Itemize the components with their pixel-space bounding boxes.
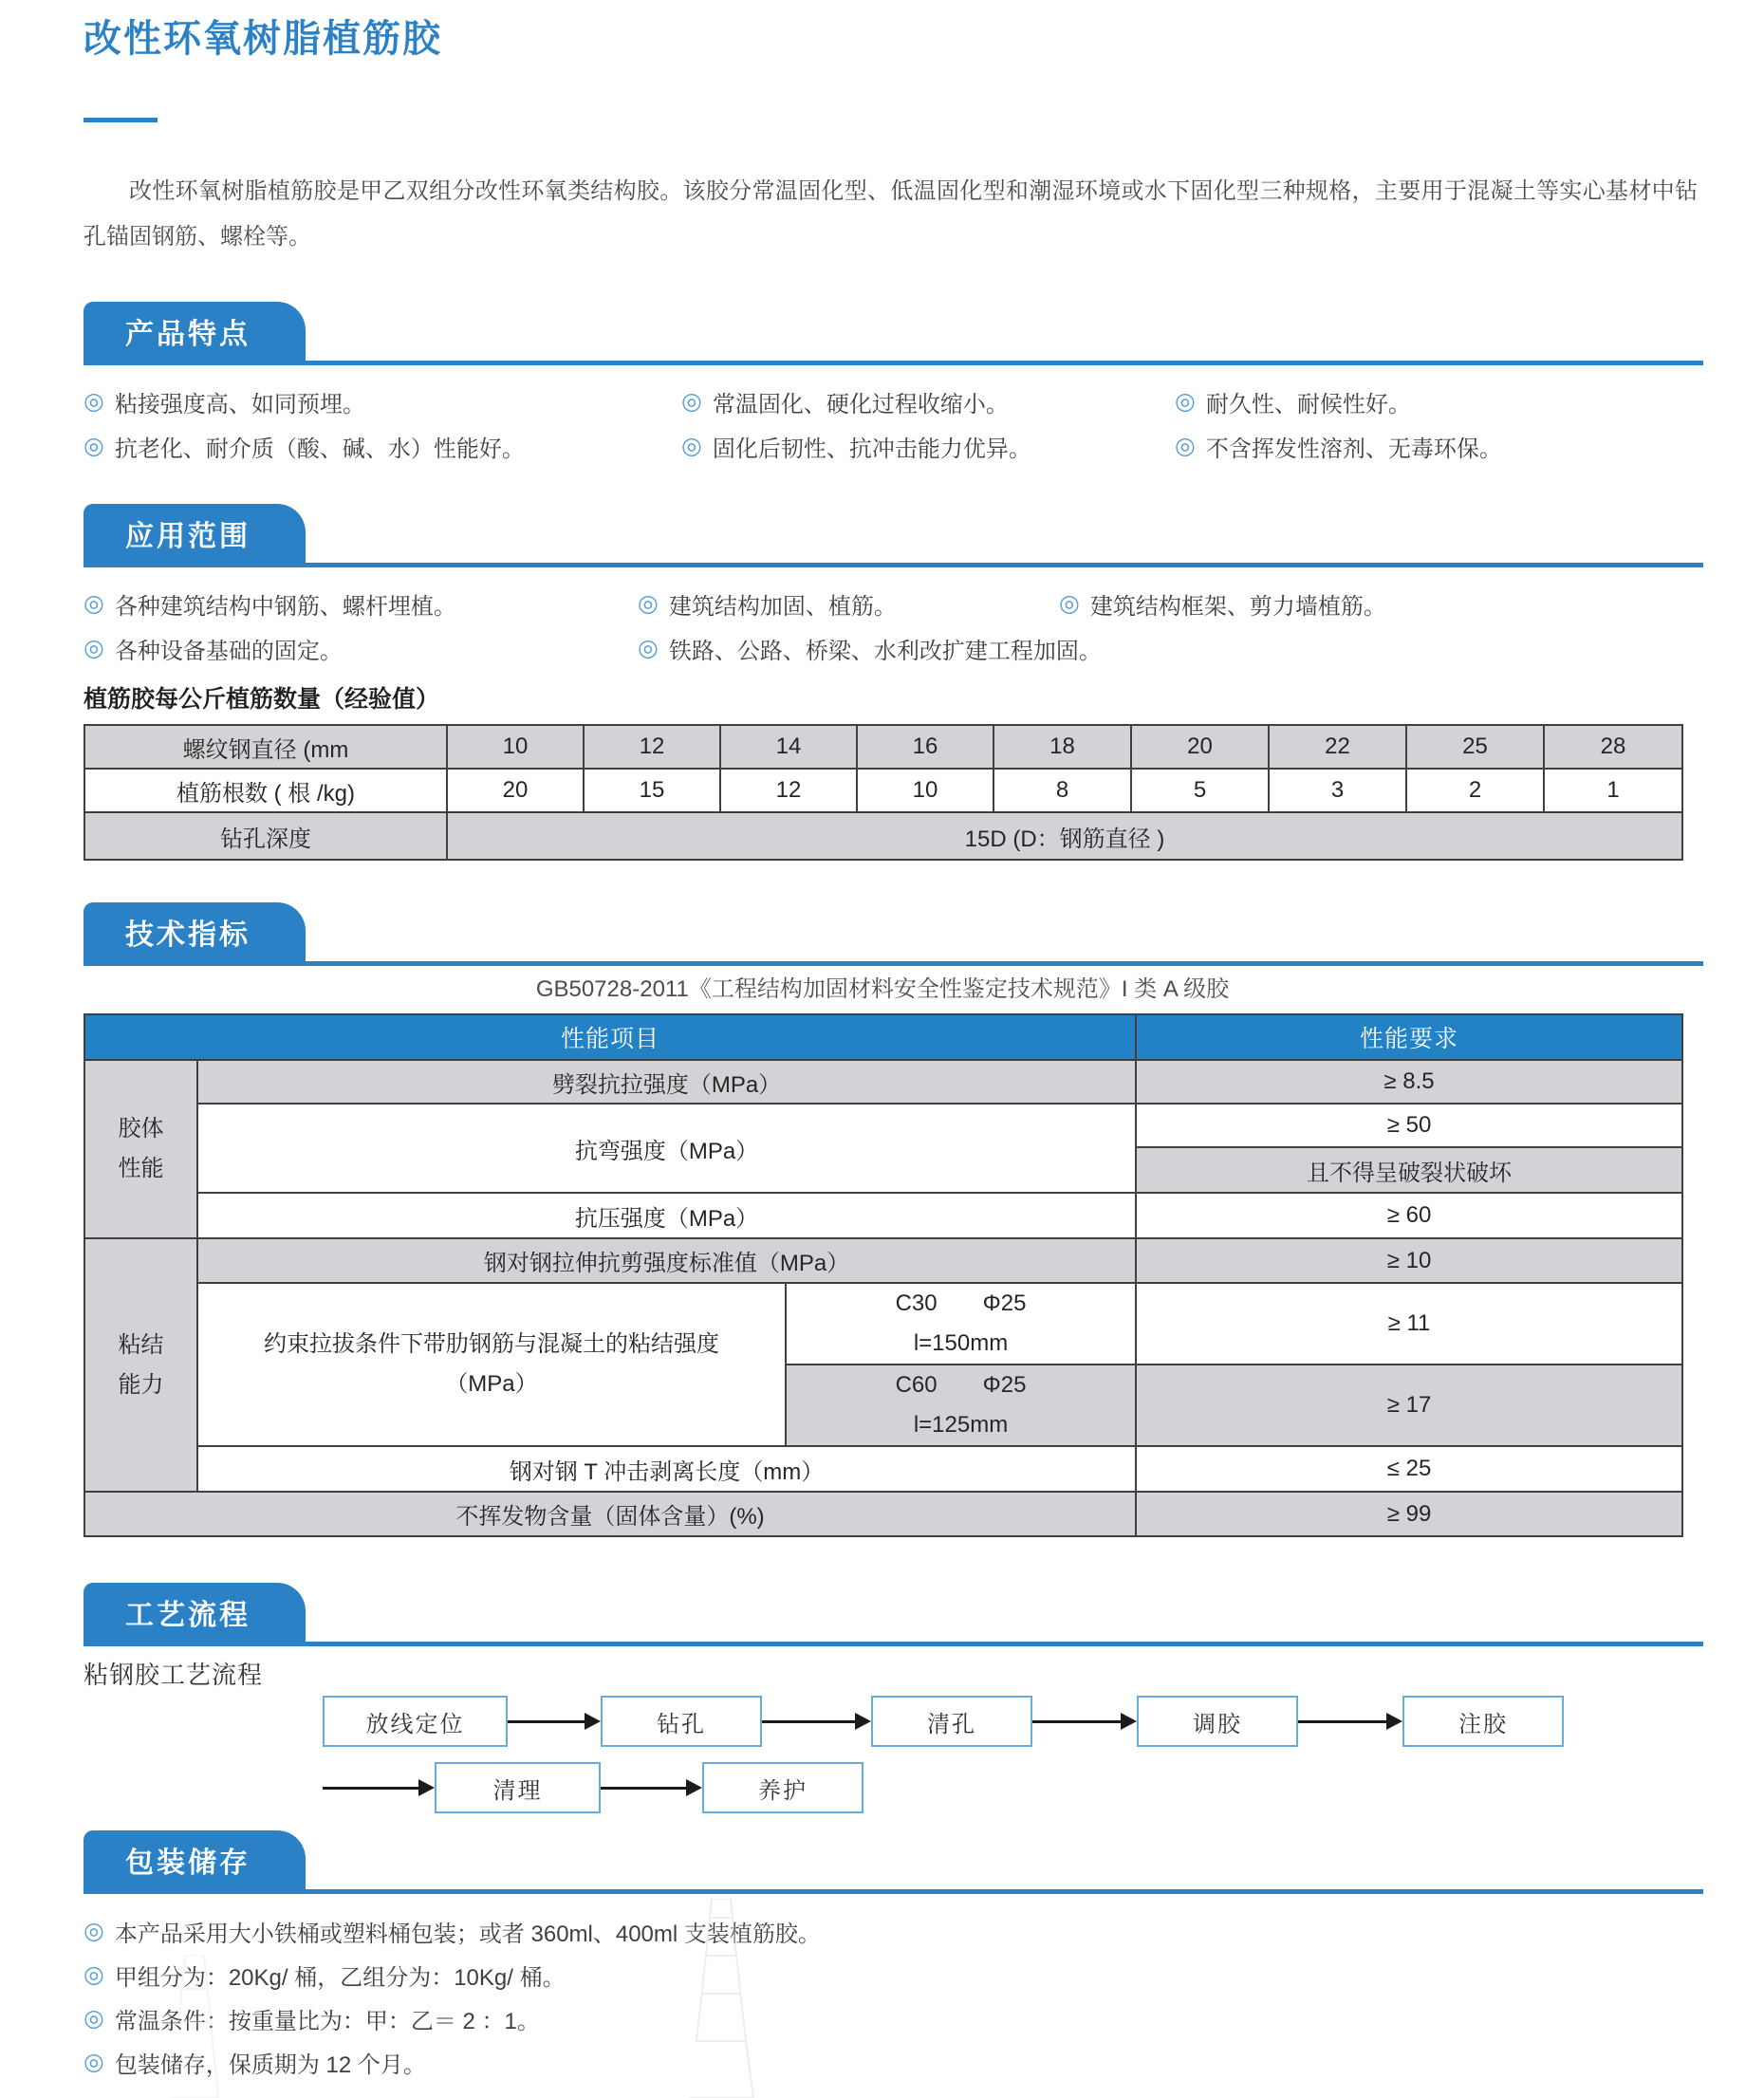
applications-list bbox=[84, 582, 1703, 671]
tech-tab bbox=[84, 902, 306, 961]
bond-label-line1: 约束拉拔条件下带肋钢筋与混凝土的粘结强度 bbox=[264, 1331, 719, 1357]
requirement-value-cell: ≥ 17 bbox=[1136, 1365, 1682, 1446]
process-flowchart bbox=[84, 1690, 1764, 1823]
packaging-tab bbox=[84, 1830, 306, 1889]
double-circle-bullet-icon: ◎ bbox=[84, 1960, 104, 1988]
requirement-value-cell: ≥ 60 bbox=[1136, 1193, 1682, 1238]
section-header-tech bbox=[84, 902, 1703, 966]
feature-text: 不含挥发性溶剂、无毒环保。 bbox=[1205, 436, 1502, 462]
requirement-value-cell: ≥ 10 bbox=[1136, 1238, 1682, 1283]
list-item bbox=[84, 2040, 1703, 2084]
feature-text: 常温固化、硬化过程收缩小。 bbox=[712, 392, 1009, 418]
diameter-cell: 25 bbox=[1406, 725, 1544, 769]
section-header-applications bbox=[84, 504, 1703, 567]
flow-arrow-icon bbox=[1298, 1720, 1386, 1723]
property-label-cell: 抗弯强度（MPa） bbox=[197, 1104, 1136, 1193]
double-circle-bullet-icon: ◎ bbox=[84, 2004, 104, 2032]
double-circle-bullet-icon: ◎ bbox=[84, 1917, 104, 1944]
technical-indicators-table bbox=[84, 1013, 1683, 1537]
condition-cell bbox=[786, 1365, 1136, 1446]
flow-arrow-icon bbox=[323, 1787, 418, 1790]
feature-text: 粘接强度高、如同预埋。 bbox=[114, 392, 365, 418]
c60-line1: C60 Φ25 bbox=[895, 1372, 1027, 1398]
title-underline bbox=[84, 118, 158, 122]
list-item bbox=[84, 1996, 1703, 2040]
group-cell: 胶体性能 bbox=[84, 1060, 197, 1238]
double-circle-bullet-icon: ◎ bbox=[84, 433, 104, 459]
list-item bbox=[84, 626, 638, 671]
packaging-text: 常温条件：按重量比为：甲：乙＝ 2 ：1。 bbox=[114, 2008, 540, 2034]
double-circle-bullet-icon: ◎ bbox=[638, 590, 659, 617]
page-title: 改性环氧树脂植筋胶 bbox=[84, 18, 442, 60]
double-circle-bullet-icon: ◎ bbox=[1059, 590, 1080, 617]
group-cell: 粘结能力 bbox=[84, 1238, 197, 1492]
count-cell: 8 bbox=[993, 769, 1131, 812]
flow-arrow-icon bbox=[762, 1720, 855, 1723]
count-cell: 1 bbox=[1544, 769, 1682, 812]
flow-step-label: 调胶 bbox=[1193, 1711, 1242, 1737]
table-row bbox=[84, 769, 1682, 812]
property-label-cell: 钢对钢拉伸抗剪强度标准值（MPa） bbox=[197, 1238, 1136, 1283]
packaging-text: 甲组分为：20Kg/ 桶，乙组分为：10Kg/ 桶。 bbox=[114, 1964, 566, 1991]
property-label-cell: 抗压强度（MPa） bbox=[197, 1193, 1136, 1238]
double-circle-bullet-icon: ◎ bbox=[1175, 388, 1196, 415]
list-item bbox=[1059, 582, 1703, 626]
list-item bbox=[1175, 380, 1703, 424]
table-row bbox=[84, 1238, 1682, 1283]
application-text: 建筑结构加固、植筋。 bbox=[668, 594, 897, 620]
flow-step-box bbox=[871, 1696, 1032, 1747]
rebar-table-caption: 植筋胶每公斤植筋数量（经验值） bbox=[84, 686, 440, 713]
tech-heading: 技术指标 bbox=[125, 919, 251, 951]
feature-text: 抗老化、耐介质（酸、碱、水）性能好。 bbox=[114, 436, 525, 462]
features-list bbox=[84, 380, 1703, 469]
flow-step-box bbox=[1402, 1696, 1564, 1747]
features-tab bbox=[84, 302, 306, 361]
c30-line2: l=150mm bbox=[913, 1330, 1009, 1356]
list-item bbox=[84, 424, 681, 469]
requirement-note-cell: 且不得呈破裂状破坏 bbox=[1136, 1147, 1682, 1193]
table-row bbox=[84, 1492, 1682, 1536]
double-circle-bullet-icon: ◎ bbox=[84, 635, 104, 661]
property-label-cell: 劈裂抗拉强度（MPa） bbox=[197, 1060, 1136, 1104]
list-item bbox=[681, 424, 1175, 469]
row-label-cell: 螺纹钢直径 (mm bbox=[84, 725, 447, 769]
row-label-cell: 钻孔深度 bbox=[84, 812, 447, 860]
list-item bbox=[84, 380, 681, 424]
flow-arrow-icon bbox=[508, 1720, 585, 1723]
double-circle-bullet-icon: ◎ bbox=[681, 433, 702, 459]
packaging-text: 本产品采用大小铁桶或塑料桶包装；或者 360ml、400ml 支装植筋胶。 bbox=[114, 1921, 821, 1947]
flow-step-box bbox=[1137, 1696, 1298, 1747]
diameter-cell: 22 bbox=[1269, 725, 1406, 769]
requirement-value-cell: ≤ 25 bbox=[1136, 1446, 1682, 1492]
flow-step-label: 清理 bbox=[492, 1777, 543, 1804]
diameter-cell: 18 bbox=[993, 725, 1131, 769]
list-item bbox=[638, 582, 1059, 626]
list-item bbox=[84, 582, 638, 626]
standard-caption: GB50728-2011《工程结构加固材料安全性鉴定技术规范》I 类 A 级胶 bbox=[535, 976, 1230, 1002]
depth-value-cell: 15D (D：钢筋直径 ) bbox=[447, 812, 1682, 860]
count-cell: 5 bbox=[1131, 769, 1269, 812]
flow-step-box bbox=[601, 1696, 762, 1747]
diameter-cell: 20 bbox=[1131, 725, 1269, 769]
count-cell: 3 bbox=[1269, 769, 1406, 812]
intro-paragraph: 改性环氧树脂植筋胶是甲乙双组分改性环氧类结构胶。该胶分常温固化型、低温固化型和潮湿环境或水下固化型三种规格，主要用于混凝土等实心基材中钻孔锚固钢筋、螺栓等。 bbox=[84, 178, 1698, 250]
list-item bbox=[84, 1953, 1703, 1996]
table-row bbox=[84, 1193, 1682, 1238]
condition-cell bbox=[786, 1283, 1136, 1365]
application-text: 各种建筑结构中钢筋、螺杆埋植。 bbox=[114, 594, 456, 620]
feature-text: 耐久性、耐候性好。 bbox=[1205, 392, 1411, 418]
double-circle-bullet-icon: ◎ bbox=[84, 590, 104, 617]
applications-tab bbox=[84, 504, 306, 563]
diameter-cell: 12 bbox=[584, 725, 720, 769]
application-text: 建筑结构框架、剪力墙植筋。 bbox=[1089, 594, 1386, 620]
process-tab bbox=[84, 1583, 306, 1642]
table-row bbox=[84, 1060, 1682, 1104]
flow-step-label: 注胶 bbox=[1458, 1711, 1508, 1737]
process-flow-label: 粘钢胶工艺流程 bbox=[84, 1661, 264, 1689]
double-circle-bullet-icon: ◎ bbox=[638, 635, 659, 661]
applications-heading: 应用范围 bbox=[125, 521, 251, 552]
section-header-packaging bbox=[84, 1830, 1703, 1894]
application-text: 各种设备基础的固定。 bbox=[114, 639, 343, 664]
count-cell: 2 bbox=[1406, 769, 1544, 812]
table-row bbox=[84, 1283, 1682, 1365]
packaging-heading: 包装储存 bbox=[125, 1847, 251, 1879]
flow-step-box bbox=[435, 1762, 601, 1813]
section-header-features bbox=[84, 302, 1703, 365]
count-cell: 12 bbox=[720, 769, 857, 812]
application-text: 铁路、公路、桥梁、水利改扩建工程加固。 bbox=[668, 639, 1102, 664]
packaging-text: 包装储存，保质期为 12 个月。 bbox=[114, 2052, 426, 2078]
table-row bbox=[84, 812, 1682, 860]
property-label-cell: 钢对钢 T 冲击剥离长度（mm） bbox=[197, 1446, 1136, 1492]
flow-step-label: 养护 bbox=[758, 1777, 808, 1804]
property-label-cell: 不挥发物含量（固体含量）(%) bbox=[84, 1492, 1136, 1536]
count-cell: 20 bbox=[447, 769, 584, 812]
diameter-cell: 10 bbox=[447, 725, 584, 769]
table-header-row bbox=[84, 1014, 1682, 1060]
requirement-header-cell: 性能要求 bbox=[1136, 1014, 1682, 1060]
table-row bbox=[84, 1446, 1682, 1492]
list-item bbox=[638, 626, 1102, 671]
flow-arrow-icon bbox=[601, 1787, 686, 1790]
flow-step-box bbox=[323, 1696, 508, 1747]
diameter-cell: 16 bbox=[857, 725, 993, 769]
flow-step-label: 钻孔 bbox=[657, 1711, 706, 1737]
table-row bbox=[84, 1104, 1682, 1147]
flow-arrow-icon bbox=[1032, 1720, 1121, 1723]
packaging-list bbox=[84, 1909, 1703, 2084]
process-heading: 工艺流程 bbox=[125, 1600, 251, 1631]
property-header-cell: 性能项目 bbox=[84, 1014, 1136, 1060]
double-circle-bullet-icon: ◎ bbox=[681, 388, 702, 415]
section-header-process bbox=[84, 1583, 1703, 1646]
count-cell: 10 bbox=[857, 769, 993, 812]
flow-step-label: 清孔 bbox=[927, 1711, 976, 1737]
double-circle-bullet-icon: ◎ bbox=[1175, 433, 1196, 459]
list-item bbox=[84, 1909, 1703, 1953]
flow-step-label: 放线定位 bbox=[365, 1711, 465, 1737]
bond-label-line2: （MPa） bbox=[445, 1371, 538, 1397]
features-heading: 产品特点 bbox=[125, 319, 251, 350]
feature-text: 固化后韧性、抗冲击能力优异。 bbox=[712, 436, 1031, 462]
diameter-cell: 14 bbox=[720, 725, 857, 769]
empty-cell bbox=[1059, 626, 1703, 671]
row-label-cell: 植筋根数 ( 根 /kg) bbox=[84, 769, 447, 812]
requirement-value-cell: ≥ 8.5 bbox=[1136, 1060, 1682, 1104]
diameter-cell: 28 bbox=[1544, 725, 1682, 769]
flow-step-box bbox=[702, 1762, 863, 1813]
list-item bbox=[1175, 424, 1703, 469]
requirement-value-cell: ≥ 50 bbox=[1136, 1104, 1682, 1147]
property-label-cell bbox=[197, 1283, 786, 1446]
count-cell: 15 bbox=[584, 769, 720, 812]
requirement-value-cell: ≥ 11 bbox=[1136, 1283, 1682, 1365]
double-circle-bullet-icon: ◎ bbox=[84, 2048, 104, 2075]
table-row bbox=[84, 725, 1682, 769]
double-circle-bullet-icon: ◎ bbox=[84, 388, 104, 415]
list-item bbox=[681, 380, 1175, 424]
c30-line1: C30 Φ25 bbox=[895, 1290, 1027, 1316]
rebar-count-table bbox=[84, 724, 1683, 861]
c60-line2: l=125mm bbox=[913, 1412, 1009, 1438]
requirement-value-cell: ≥ 99 bbox=[1136, 1492, 1682, 1536]
